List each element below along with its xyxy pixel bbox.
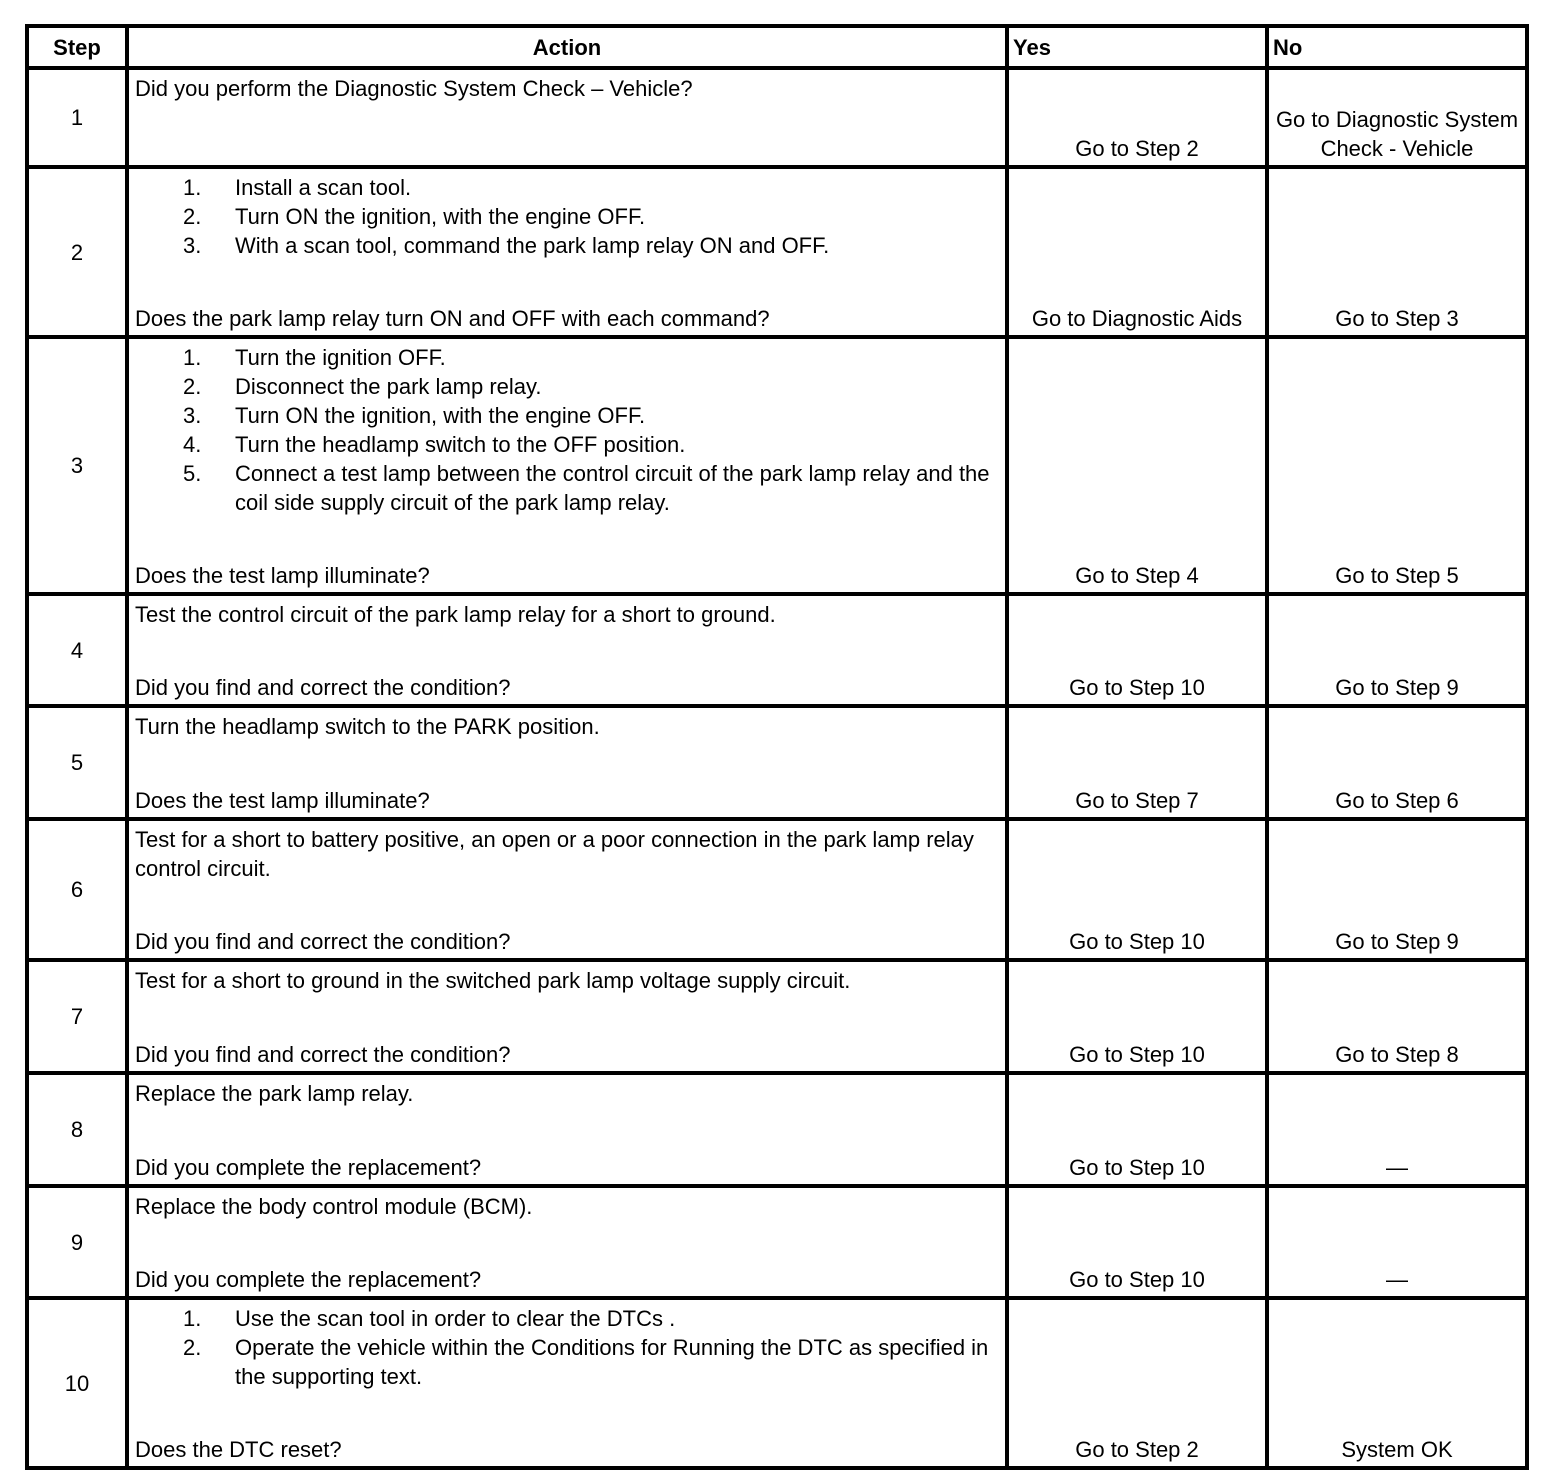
action-question: Did you find and correct the condition?	[135, 929, 511, 954]
table-row	[27, 337, 1527, 594]
header-row	[27, 26, 1527, 68]
yes-cell: Go to Step 10	[1007, 819, 1267, 960]
step-number: 6	[27, 819, 127, 960]
action-cell	[127, 1298, 1007, 1468]
action-cell	[127, 819, 1007, 960]
action-intro: Did you perform the Diagnostic System Check – Vehicle?	[135, 76, 693, 101]
action-list	[135, 1304, 999, 1391]
action-cell	[127, 167, 1007, 337]
no-cell: Go to Step 9	[1267, 819, 1527, 960]
step-number: 3	[27, 337, 127, 594]
list-item: 1. Install a scan tool.	[183, 175, 412, 200]
action-intro: Replace the park lamp relay.	[135, 1081, 414, 1106]
yes-cell: Go to Step 10	[1007, 1186, 1267, 1298]
list-item: 1. Use the scan tool in order to clear the DTCs .	[183, 1306, 676, 1331]
list-item: 5. Connect a test lamp between the control circuit of the park lamp relay and the coil side supply circuit of the park lamp relay.	[183, 461, 990, 515]
yes-cell: Go to Step 10	[1007, 1073, 1267, 1186]
table-row	[27, 1073, 1527, 1186]
list-item: 2. Disconnect the park lamp relay.	[183, 374, 542, 399]
yes-cell: Go to Step 7	[1007, 706, 1267, 819]
diagnostic-table	[25, 24, 1529, 1470]
table-row	[27, 1298, 1527, 1468]
yes-cell: Go to Diagnostic Aids	[1007, 167, 1267, 337]
action-cell	[127, 1186, 1007, 1298]
action-question: Does the park lamp relay turn ON and OFF with each command?	[135, 306, 770, 331]
no-cell: Go to Step 6	[1267, 706, 1527, 819]
list-item: 4. Turn the headlamp switch to the OFF position.	[183, 432, 686, 457]
action-intro: Test for a short to battery positive, an open or a poor connection in the park lamp relay control circuit.	[135, 827, 974, 881]
no-cell: Go to Step 9	[1267, 594, 1527, 706]
action-question: Does the DTC reset?	[135, 1437, 342, 1462]
list-item: 1. Turn the ignition OFF.	[183, 345, 446, 370]
no-cell: Go to Step 3	[1267, 167, 1527, 337]
step-number: 2	[27, 167, 127, 337]
no-cell: —	[1267, 1186, 1527, 1298]
yes-cell: Go to Step 2	[1007, 1298, 1267, 1468]
no-cell: Go to Step 8	[1267, 960, 1527, 1073]
action-cell	[127, 706, 1007, 819]
action-list	[135, 173, 999, 260]
list-item: 2. Operate the vehicle within the Conditions for Running the DTC as specified in the supporting text.	[183, 1335, 989, 1389]
step-number: 10	[27, 1298, 127, 1468]
action-question: Did you find and correct the condition?	[135, 675, 511, 700]
action-question: Does the test lamp illuminate?	[135, 563, 430, 588]
yes-cell: Go to Step 2	[1007, 68, 1267, 167]
action-question: Does the test lamp illuminate?	[135, 788, 430, 813]
action-intro: Turn the headlamp switch to the PARK position.	[135, 714, 600, 739]
action-cell	[127, 337, 1007, 594]
step-number: 9	[27, 1186, 127, 1298]
step-number: 7	[27, 960, 127, 1073]
table-row	[27, 819, 1527, 960]
list-item: 3. With a scan tool, command the park lamp relay ON and OFF.	[183, 233, 830, 258]
yes-cell: Go to Step 4	[1007, 337, 1267, 594]
header-action: Action	[127, 26, 1007, 68]
step-number: 8	[27, 1073, 127, 1186]
action-cell	[127, 960, 1007, 1073]
list-item: 2. Turn ON the ignition, with the engine OFF.	[183, 204, 646, 229]
action-cell	[127, 68, 1007, 167]
no-cell: Go to Diagnostic System Check - Vehicle	[1267, 68, 1527, 167]
list-item: 3. Turn ON the ignition, with the engine OFF.	[183, 403, 646, 428]
table-row	[27, 68, 1527, 167]
table-row	[27, 167, 1527, 337]
table-row	[27, 1186, 1527, 1298]
action-question: Did you find and correct the condition?	[135, 1042, 511, 1067]
action-intro: Test for a short to ground in the switched park lamp voltage supply circuit.	[135, 968, 851, 993]
action-question: Did you complete the replacement?	[135, 1155, 482, 1180]
action-cell	[127, 1073, 1007, 1186]
header-yes: Yes	[1007, 26, 1267, 68]
table-row	[27, 706, 1527, 819]
action-cell	[127, 594, 1007, 706]
action-list	[135, 343, 999, 517]
header-step: Step	[27, 26, 127, 68]
action-intro: Test the control circuit of the park lamp relay for a short to ground.	[135, 602, 776, 627]
header-no: No	[1267, 26, 1527, 68]
no-cell: System OK	[1267, 1298, 1527, 1468]
action-question: Did you complete the replacement?	[135, 1267, 482, 1292]
table-row	[27, 594, 1527, 706]
no-cell: Go to Step 5	[1267, 337, 1527, 594]
table-row	[27, 960, 1527, 1073]
yes-cell: Go to Step 10	[1007, 594, 1267, 706]
step-number: 1	[27, 68, 127, 167]
no-cell: —	[1267, 1073, 1527, 1186]
action-intro: Replace the body control module (BCM).	[135, 1194, 533, 1219]
step-number: 4	[27, 594, 127, 706]
step-number: 5	[27, 706, 127, 819]
yes-cell: Go to Step 10	[1007, 960, 1267, 1073]
